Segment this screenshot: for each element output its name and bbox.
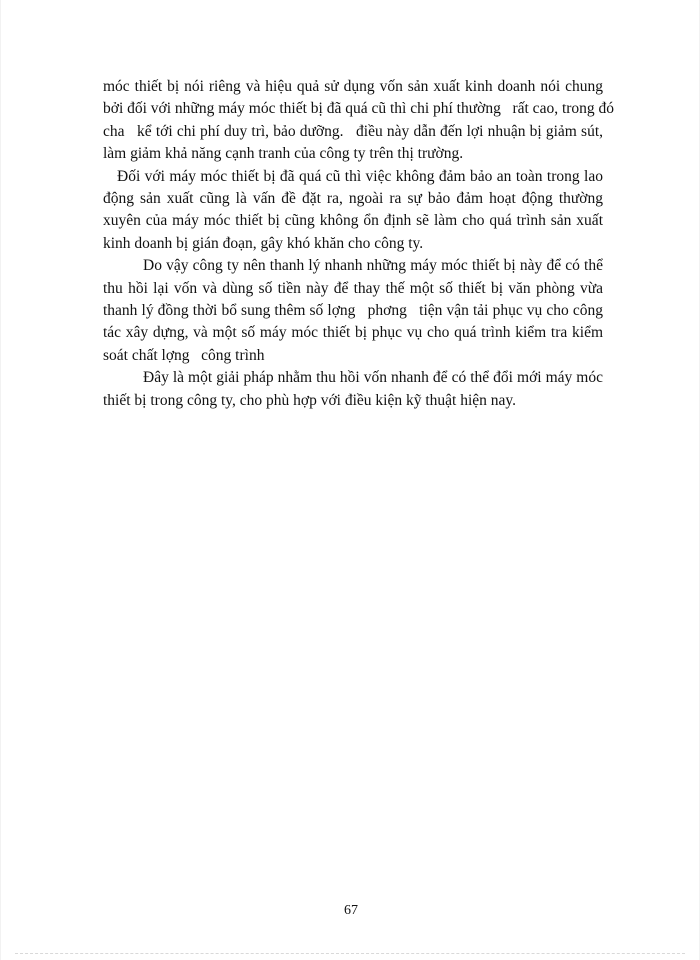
- text-line: bởi đối với những máy móc thiết bị đã quá cũ thì chi phí thường rất cao, trong đó: [103, 100, 615, 118]
- paragraph-1: [103, 76, 615, 166]
- text-line: thanh lý đồng thời bổ sung thêm số lợng phơng tiện vận tải phục vụ cho công: [103, 302, 603, 320]
- text-line: Đối với máy móc thiết bị đã quá cũ thì việc không đảm bảo an toàn trong lao: [117, 167, 603, 185]
- text-line: thu hồi lại vốn và dùng số tiền này để thay thế một số thiết bị văn phòng vừa: [103, 279, 603, 297]
- paragraph-3: [103, 255, 603, 367]
- text-line: làm giảm khả năng cạnh tranh của công ty trên thị trường.: [103, 145, 464, 163]
- paragraph-2: [103, 166, 603, 256]
- paragraph-4: [103, 367, 603, 412]
- text-line: Đây là một giải pháp nhằm thu hồi vốn nhanh để có thể đổi mới máy móc: [143, 369, 603, 387]
- text-line: tác xây dựng, và một số máy móc thiết bị phục vụ cho quá trình kiểm tra kiểm: [103, 324, 603, 342]
- page-number: 67: [344, 903, 358, 918]
- text-line: kinh doanh bị gián đoạn, gây khó khăn cho công ty.: [103, 234, 424, 252]
- text-line: xuyên của máy móc thiết bị cũng không ổn định sẽ làm cho quá trình sản xuất: [103, 212, 603, 230]
- text-line: thiết bị trong công ty, cho phù hợp với điều kiện kỹ thuật hiện nay.: [103, 391, 517, 409]
- text-line: soát chất lợng công trình: [103, 346, 265, 364]
- body-text: [103, 76, 615, 412]
- text-line: cha kể tới chi phí duy trì, bảo dưỡng. điều này dẫn đến lợi nhuận bị giảm sút,: [103, 122, 603, 140]
- text-line: móc thiết bị nói riêng và hiệu quả sử dụng vốn sản xuất kinh doanh nói chung: [103, 78, 603, 95]
- text-line: động sản xuất cũng là vấn đề đặt ra, ngoài ra sự bảo đảm hoạt động thường: [103, 190, 603, 208]
- page-bottom-divider: [15, 953, 685, 954]
- text-line: Do vậy công ty nên thanh lý nhanh những máy móc thiết bị này để có thể: [143, 257, 603, 275]
